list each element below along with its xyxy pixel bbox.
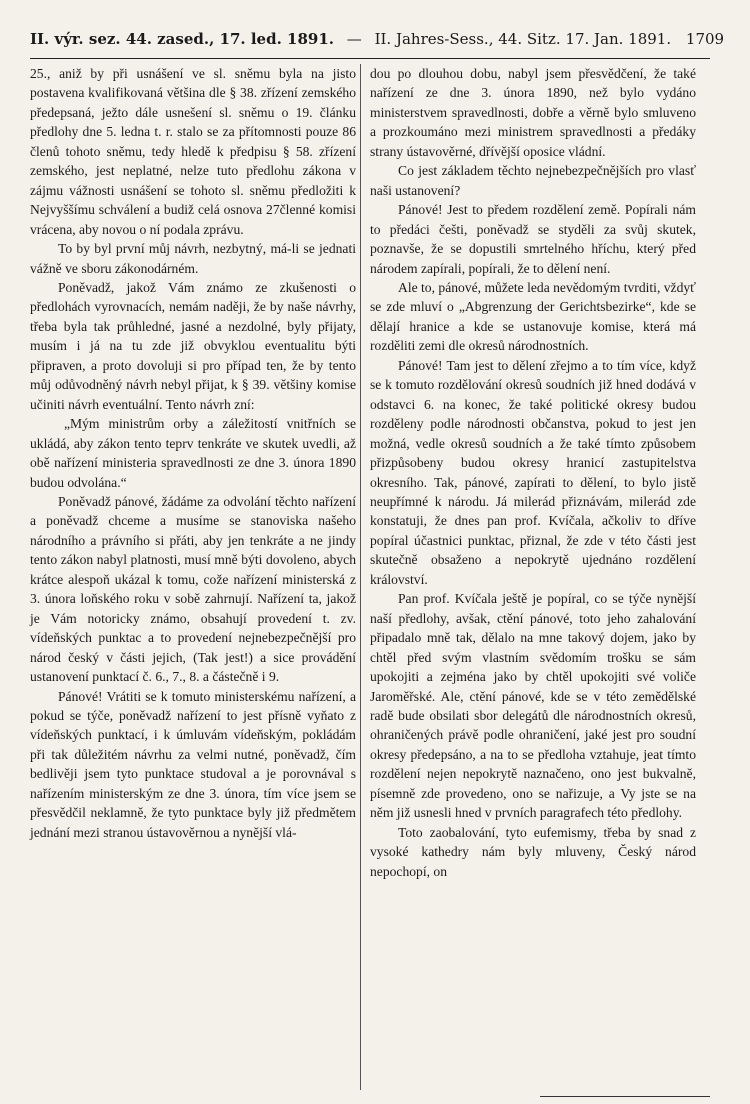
bottom-rule [540,1096,710,1097]
paragraph: Toto zaobalování, tyto eufemismy, třeba by snad z vysoké kathedry nám byly mluveny, Český národ nepochopí, on [370,824,696,879]
page-number: 1709 [685,30,725,48]
paragraph: dou po dlouhou dobu, nabyl jsem přesvědčení, že také nařízení ze dne 3. února 1890, než bylo vydáno ministerstvem spravedlnosti, dobře a věrně bylo smluveno a prozkoumáno mezi ministrem spravedlnosti a předáky strany ústavověrné, dřívější oposice vládní. [370,66,696,159]
paragraph: Pan prof. Kvíčala ještě je popíral, co se týče nynější naší předlohy, avšak, ctění pánové, toto jeho zahalování připadalo mně tak, dělalo na mne takový dojem, jako by chtěl před svým vlastním svědomím trošku se sám upokojiti a zejména jako by chtěl upokojiti své voliče Jaroměřské. Ale, ctění pánové, kde se v této zemědělské radě bude obsilati sbor delegátů dle národnostních okresů, ohraničených právě podle ohraničení, jaké jest pro soudní okresy předepsáno, a na to se předloha vztahuje, jeat tímto rozdělení nejen nepokrytě naznačeno, ono jest bukvalně, písemně zde provedeno, ono se nařizuje, a Vy jste se na něm již usnesli hned v prvních paragrafech této předlohy. [370,591,696,821]
paragraph: Pánové! Vrátiti se k tomuto ministerskému nařízení, a pokud se týče, poněvadž nařízení to jest přísně vyňato z vídeňských punktací, i k úmluvám vídeňským, pokládám při tak důležitém návrhu za velmi nutné, poněvadž, čím bedlivěji jsem tyto punktace studoval a je porovnával s nařízením ministerským ze dne 3. února, tím více jsem se přesvědčil neklamně, že tyto punktace byly již předmětem jednání mezi stranou ústavověrnou a nynější vlá- [30,688,356,840]
paragraph: Poněvadž, jakož Vám známo ze zkušenosti o předlohách vyrovnacích, nemám naději, že by naše návrhy, třeba byla tak průhledné, jasné a nezdolné, byly přijaty, musím i já na tu zde již obvyklou eventualitu býti připraven, a proto dovoluji si pro případ ten, že by tento můj odůvodněný návrh nebyl přijat, k § 39. většiny komise učiniti návrh eventuální. Tento návrh zní: [30,279,356,412]
paragraph: Pánové! Jest to předem rozdělení země. Popírali nám to předáci češti, poněvadž se styděli za svůj skutek, poznavše, že se dopustili smrtelného hříchu, který před národem zapírali, popírali, že to dělení není. [370,202,696,276]
header-session-czech: II. výr. sez. 44. zased., 17. led. 1891. [30,30,334,48]
paragraph: 25., aniž by při usnášení ve sl. sněmu byla na jisto postavena kvalifikovaná většina dle § 38. zřízení zemského předepsaná, ježto dále usnešení sl. sněmu o 19. článku předlohy dne 5. ledna t. r. stalo se za přítomnosti pouze 86 členů tohoto sněmu, tedy hledě k předpisu § 58. zřízení zemského, jest neplatné, nelze tuto předlohu zákona v zájmu vážnosti usnášení se tohoto sl. sněmu předložiti k Nejvyššímu schválení a budiž celá osnova 27členné komisi vrácena, aby novou o ní podala zprávu. [30,66,356,237]
quoted-motion: „Mým ministrům orby a záležitostí vnitřních se ukládá, aby zákon tento teprv tenkráte ve skutek uvedli, až obě nařízení ministeria spravedlnosti ze dne 3. února 1890 budou odvolána.“ [30,416,356,490]
paragraph: Ale to, pánové, můžete leda nevědomým tvrditi, vždyť se zde mluví o „Abgrenzung der Gerichtsbezirke“, kde se dělají hranice a kde se ustanovuje komise, která má rozděliti zemi dle okresů národnostních. [370,279,696,354]
paragraph: Poněvadž pánové, žádáme za odvolání těchto nařízení a poněvadž chceme a musíme se stanoviska našeho národního a právního si přáti, aby jen tenkráte a ne jindy tento zákon nabyl platnosti, musí mně býti dovoleno, abych krátce alespoň ukázal k tomu, cože nařízení ministerská z 3. února loňského roku v sobě zahrnují. Nařízení ta, jakož je Vám notoricky známo, obsahují provedení t. zv. vídeňských punktac a to provedení nejnebezpečnější pro národ český v části jejich, (Tak jest!) a sice provádění ustanovení punktací č. 6., 7., 8. a částečně i 9. [30,493,356,685]
header-separator: — [346,30,362,48]
paragraph: Co jest základem těchto nejnebezpečnějších pro vlasť naši ustanovení? [370,163,696,198]
column-divider [360,64,361,1090]
paragraph: To by byl první můj návrh, nezbytný, má-li se jednati vážně ve sboru zákonodárném. [30,241,356,276]
left-column [30,64,356,1094]
page-header [30,30,725,60]
right-column [370,64,696,1094]
header-session-german: II. Jahres-Sess., 44. Sitz. 17. Jan. 1891. [374,30,672,48]
paragraph: Pánové! Tam jest to dělení zřejmo a to tím více, když se k tomuto rozdělování okresů soudních již hned dodává v odstavci 6. na konec, že také politické okresy budou rozděleny podle národnosti občanstva, pokud to jest jen možná, vedle okresů soudních a že také tímto způsobem přizpůsobeny budou okresy hranicí zastupitelstva okresního. Tak, pánové, zapírati to dělení, to bylo jistě neupřímné k národu. Já milerád přiznávám, milerád zde konstatuji, že dnes pan prof. Kvíčala, ačkoliv to dříve popíral účastnici punktac, přiznal, že zde v této části jest skutečně obsaženo a nepokrytě ujednáno rozdělení království. [370,357,696,587]
header-rule [30,58,710,59]
